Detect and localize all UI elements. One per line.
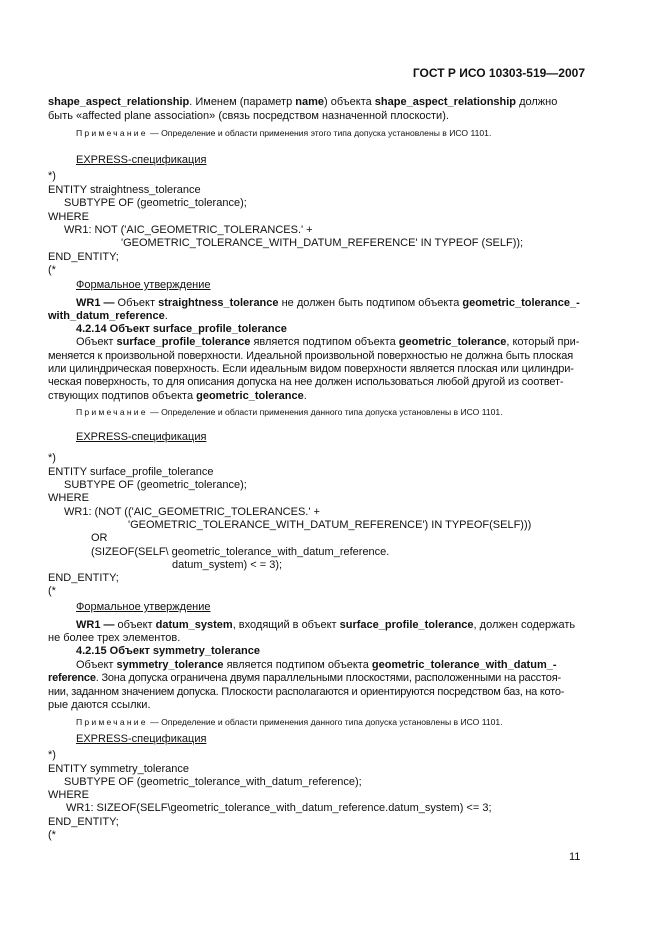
code3-line: WR1: SIZEOF(SELF\geometric_tolerance_with_datum_reference.datum_system) <= 3; <box>66 802 492 814</box>
section-4-2-15-heading: 4.2.15 Объект symmetry_tolerance <box>76 645 260 657</box>
section-4-2-14-heading: 4.2.14 Объект surface_profile_tolerance <box>76 323 287 335</box>
page-number: 11 <box>569 851 581 863</box>
code2-line: SUBTYPE OF (geometric_tolerance); <box>64 479 247 491</box>
code2-line: WR1: (NOT (('AIC_GEOMETRIC_TOLERANCES.' + <box>64 506 320 518</box>
sec214-line-4: ческая поверхность, то для описания допуска на нее должен использоваться любой другой из соответ- <box>48 376 564 388</box>
code2-line: 'GEOMETRIC_TOLERANCE_WITH_DATUM_REFERENCE') IN TYPEOF(SELF))) <box>128 519 532 531</box>
sec215-line-1: Объект symmetry_tolerance является подтипом объекта geometric_tolerance_with_datum_- <box>76 659 557 671</box>
code3-line: (* <box>48 829 56 841</box>
code2-line: END_ENTITY; <box>48 572 119 584</box>
code1-line: WR1: NOT ('AIC_GEOMETRIC_TOLERANCES.' + <box>64 224 313 236</box>
code3-line: END_ENTITY; <box>48 816 119 828</box>
code1-line: SUBTYPE OF (geometric_tolerance); <box>64 197 247 209</box>
document-header: ГОСТ Р ИСО 10303-519—2007 <box>412 66 585 80</box>
code3-line: ENTITY symmetry_tolerance <box>48 763 190 775</box>
express-label-1: EXPRESS-спецификация <box>76 154 207 166</box>
formal2-line-1: WR1 — объект datum_system, входящий в объект surface_profile_tolerance, должен содержать <box>76 619 576 631</box>
note-2: Примечание — Определение и области применения данного типа допуска установлены в ИСО 1101. <box>76 407 503 417</box>
express-label-2: EXPRESS-спецификация <box>76 431 207 443</box>
sec215-line-2: reference. Зона допуска ограничена двумя параллельными плоскостями, расположенными на расстоя- <box>48 672 561 684</box>
code2-line: (SIZEOF(SELF\ geometric_tolerance_with_datum_reference. <box>91 546 390 558</box>
note-3: Примечание — Определение и области применения данного типа допуска установлены в ИСО 1101. <box>76 717 503 727</box>
code1-line: (* <box>48 264 56 276</box>
sec214-line-5: ствующих подтипов объекта geometric_tolerance. <box>48 390 307 402</box>
code3-line: *) <box>48 749 56 761</box>
code3-line: WHERE <box>48 789 89 801</box>
code1-line: ENTITY straightness_tolerance <box>48 184 201 196</box>
code1-line: 'GEOMETRIC_TOLERANCE_WITH_DATUM_REFERENCE' IN TYPEOF (SELF)); <box>121 237 524 249</box>
code3-line: SUBTYPE OF (geometric_tolerance_with_datum_reference); <box>64 776 362 788</box>
formal1-line-2: with_datum_reference. <box>48 310 168 322</box>
sec214-line-2: меняется к произвольной поверхности. Идеальной произвольной поверхностью не должна быть плоская <box>48 350 574 362</box>
formal-label-1: Формальное утверждение <box>76 279 211 291</box>
code1-line: WHERE <box>48 211 89 223</box>
code2-line: datum_system) < = 3); <box>172 559 283 571</box>
formal1-line-1: WR1 — Объект straightness_tolerance не должен быть подтипом объекта geometric_tolerance_- <box>76 297 580 309</box>
code2-line: OR <box>91 532 108 544</box>
formal2-line-2: не более трех элементов. <box>48 632 181 644</box>
note-1: Примечание — Определение и области применения этого типа допуска установлены в ИСО 1101. <box>76 128 492 138</box>
code2-line: *) <box>48 452 56 464</box>
sec215-line-4: рые даются ссылки. <box>48 699 151 711</box>
code1-line: END_ENTITY; <box>48 251 119 263</box>
code1-line: *) <box>48 170 56 182</box>
sec215-line-3: нии, заданном значением допуска. Плоскости располагаются и ориентируются посредством баз, на кото- <box>48 686 565 698</box>
sec214-line-3: или цилиндрическая поверхность. Если идеальным видом поверхности является плоская или цилиндри- <box>48 363 574 375</box>
code2-line: ENTITY surface_profile_tolerance <box>48 466 214 478</box>
sec214-line-1: Объект surface_profile_tolerance является подтипом объекта geometric_tolerance, который при- <box>76 336 580 348</box>
code2-line: (* <box>48 585 56 597</box>
intro-line-2: быть «affected plane association» (связь посредством назначенной плоскости). <box>48 110 449 122</box>
intro-line-1: shape_aspect_relationship. Именем (параметр name) объекта shape_aspect_relationship должно <box>48 96 558 108</box>
code2-line: WHERE <box>48 492 89 504</box>
formal-label-2: Формальное утверждение <box>76 601 211 613</box>
express-label-3: EXPRESS-спецификация <box>76 733 207 745</box>
